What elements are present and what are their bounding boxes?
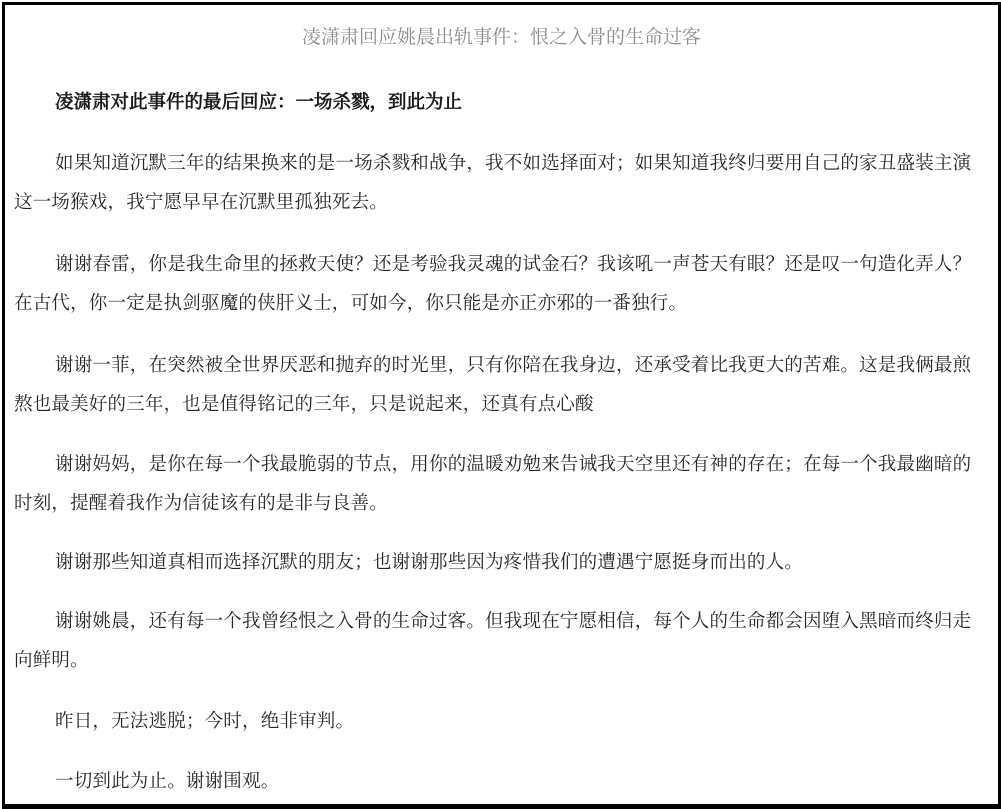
paragraph-thanks-friends: 谢谢那些知道真相而选择沉默的朋友；也谢谢那些因为疼惜我们的遭遇宁愿挺身而出的人。: [55, 552, 804, 573]
paragraph-silence: 如果知道沉默三年的结果换来的是一场杀戮和战争，我不如选择面对；如果知道我终归要用自己的家丑盛装主演这一场猴戏，我宁愿早早在沉默里孤独死去。: [14, 153, 972, 213]
paragraph-closing: 一切到此为止。谢谢围观。: [55, 771, 280, 792]
article-frame: [2, 2, 1001, 809]
paragraph-thanks-chunlei: 谢谢春雷，你是我生命里的拯救天使？还是考验我灵魂的试金石？我该吼一声苍天有眼？还是叹一句造化弄人？在古代，你一定是执剑驱魔的侠肝义士，可如今，你只能是亦正亦邪的一番独行。: [14, 254, 972, 314]
section-heading: 凌潇肃对此事件的最后回应：一场杀戮，到此为止: [55, 92, 463, 113]
paragraph-yesterday-today: 昨日，无法逃脱；今时，绝非审判。: [55, 711, 355, 732]
paragraph-thanks-yifei: 谢谢一菲，在突然被全世界厌恶和抛弃的时光里，只有你陪在我身边，还承受着比我更大的苦难。这是我俩最煎熬也最美好的三年，也是值得铭记的三年，只是说起来，还真有点心酸: [14, 355, 972, 415]
paragraph-thanks-mother: 谢谢妈妈，是你在每一个我最脆弱的节点，用你的温暖劝勉来告诫我天空里还有神的存在；在每一个我最幽暗的时刻，提醒着我作为信徒该有的是非与良善。: [14, 454, 972, 514]
paragraph-thanks-yaochen: 谢谢姚晨，还有每一个我曾经恨之入骨的生命过客。但我现在宁愿相信，每个人的生命都会因堕入黑暗而终归走向鲜明。: [14, 611, 972, 671]
article-title: 凌潇肃回应姚晨出轨事件：恨之入骨的生命过客: [301, 26, 701, 48]
